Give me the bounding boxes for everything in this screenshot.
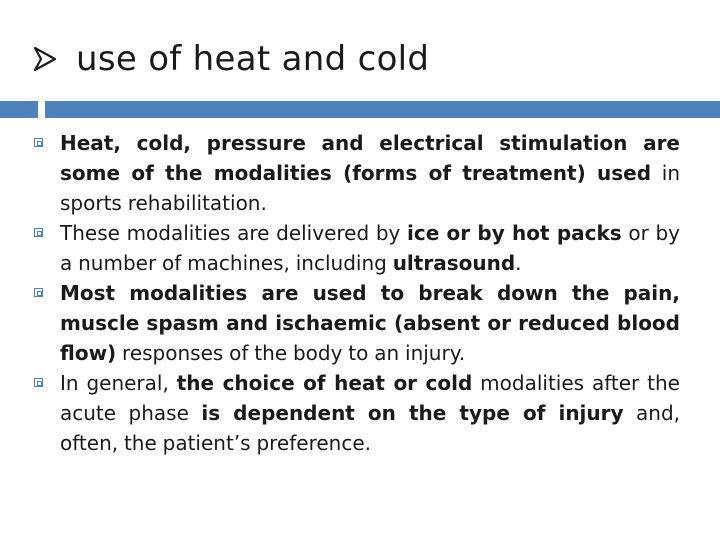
text-phrase: or by a number of machines, including — [60, 221, 680, 275]
arrowhead-bullet-icon — [32, 46, 58, 72]
bullet-item — [32, 218, 680, 278]
bold-phrase: ice or by hot packs — [407, 221, 622, 245]
text-phrase: These modalities are delivered by — [60, 221, 408, 245]
square-bullet-icon — [32, 218, 60, 248]
text-phrase: in sports rehabilitation. — [60, 161, 680, 215]
bullet-list — [32, 128, 680, 458]
text-phrase: and, often, the patient’s preference. — [60, 401, 681, 455]
bold-phrase: is dependent on the type of injury — [201, 401, 624, 425]
bold-phrase: Most modalities are used to break down the pain, muscle spasm and ischaemic (absent or reduced blood flow) — [60, 281, 680, 365]
slide-title-row — [32, 34, 429, 84]
bullet-item — [32, 368, 680, 458]
accent-bar-right — [45, 101, 720, 118]
square-bullet-icon — [32, 368, 60, 398]
bold-phrase: the choice of heat or cold — [176, 371, 473, 395]
bullet-text — [60, 278, 680, 368]
bullet-text — [60, 368, 680, 458]
text-phrase: responses of the body to an injury. — [116, 341, 466, 365]
square-bullet-icon — [32, 128, 60, 158]
text-phrase: In general, — [60, 371, 177, 395]
slide-title: use of heat and cold — [76, 39, 430, 79]
accent-bar-left — [0, 101, 38, 118]
bold-phrase: Heat, cold, pressure and electrical stimulation are some of the modalities (forms of treatment) used — [60, 131, 680, 185]
square-bullet-icon — [32, 278, 60, 308]
bullet-item — [32, 128, 680, 218]
bullet-text — [60, 128, 680, 218]
bold-phrase: ultrasound — [392, 251, 516, 275]
bullet-item — [32, 278, 680, 368]
bullet-text — [60, 218, 680, 278]
text-phrase: . — [515, 251, 522, 275]
text-phrase: modalities after the acute phase — [60, 371, 680, 425]
